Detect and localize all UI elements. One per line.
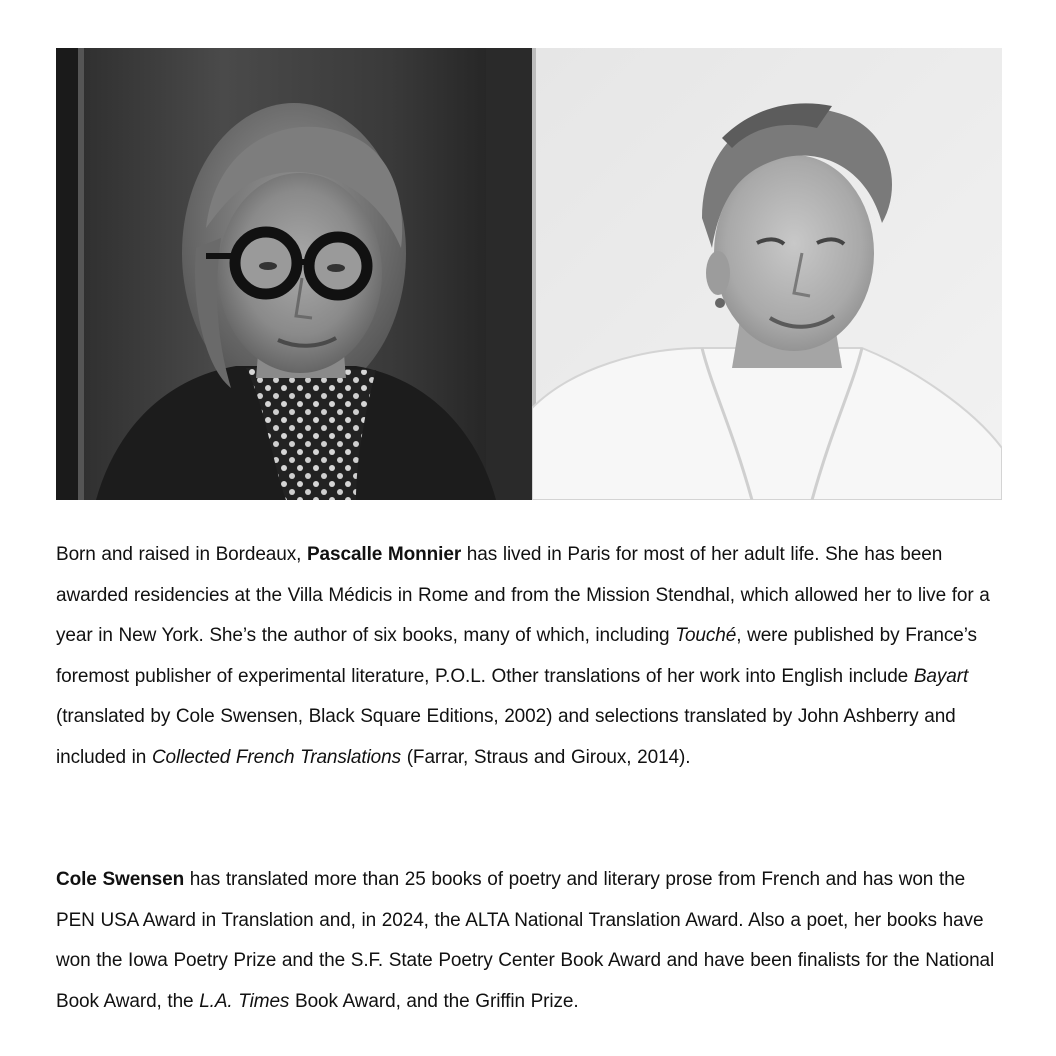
pascalle-monnier-bio [56, 535, 1002, 778]
bio-text: (translated by Cole Swensen, Black Square Editions, 2002) and selections translated by John Ashberry and included in [56, 706, 956, 768]
bio-text: (Farrar, Straus and Giroux, 2014). [401, 746, 691, 768]
bio-text: Born and raised in Bordeaux, [56, 544, 307, 565]
book-title: Collected French Translations [151, 746, 402, 768]
cole-swensen-bio [56, 860, 1002, 1022]
author-photos [56, 48, 1002, 500]
pascalle-monnier-photo [56, 48, 532, 500]
bio-text: Book Award, and the Griffin Prize. [289, 990, 579, 1012]
bio-text: has translated more than 25 books of poetry and literary prose from French and has won the PEN USA Award in Translation and, in 2024, the ALTA National Translation Award. Also a poet, her books have won the Iowa Poetry Prize and the S.F. State Poetry Center Book Award and have been finalists for the National Book Award, the [56, 869, 995, 1012]
author-name: Cole Swensen [56, 869, 185, 890]
author-name: Pascalle Monnier [306, 544, 462, 565]
bio-text: , were published by France’s foremost publisher of experimental literature, P.O.L. Other translations of her work into English include [56, 625, 977, 687]
bio-text: has lived in Paris for most of her adult life. She has been awarded residencies at the Villa Médicis in Rome and from the Mission Stendhal, which allowed her to live for a year in New York. She’s the author of six books, many of which, including [56, 544, 990, 646]
book-title: Touché [675, 625, 737, 646]
publication-title: L.A. Times [199, 990, 290, 1012]
book-title: Bayart [913, 665, 969, 687]
cole-swensen-photo [532, 48, 1002, 500]
